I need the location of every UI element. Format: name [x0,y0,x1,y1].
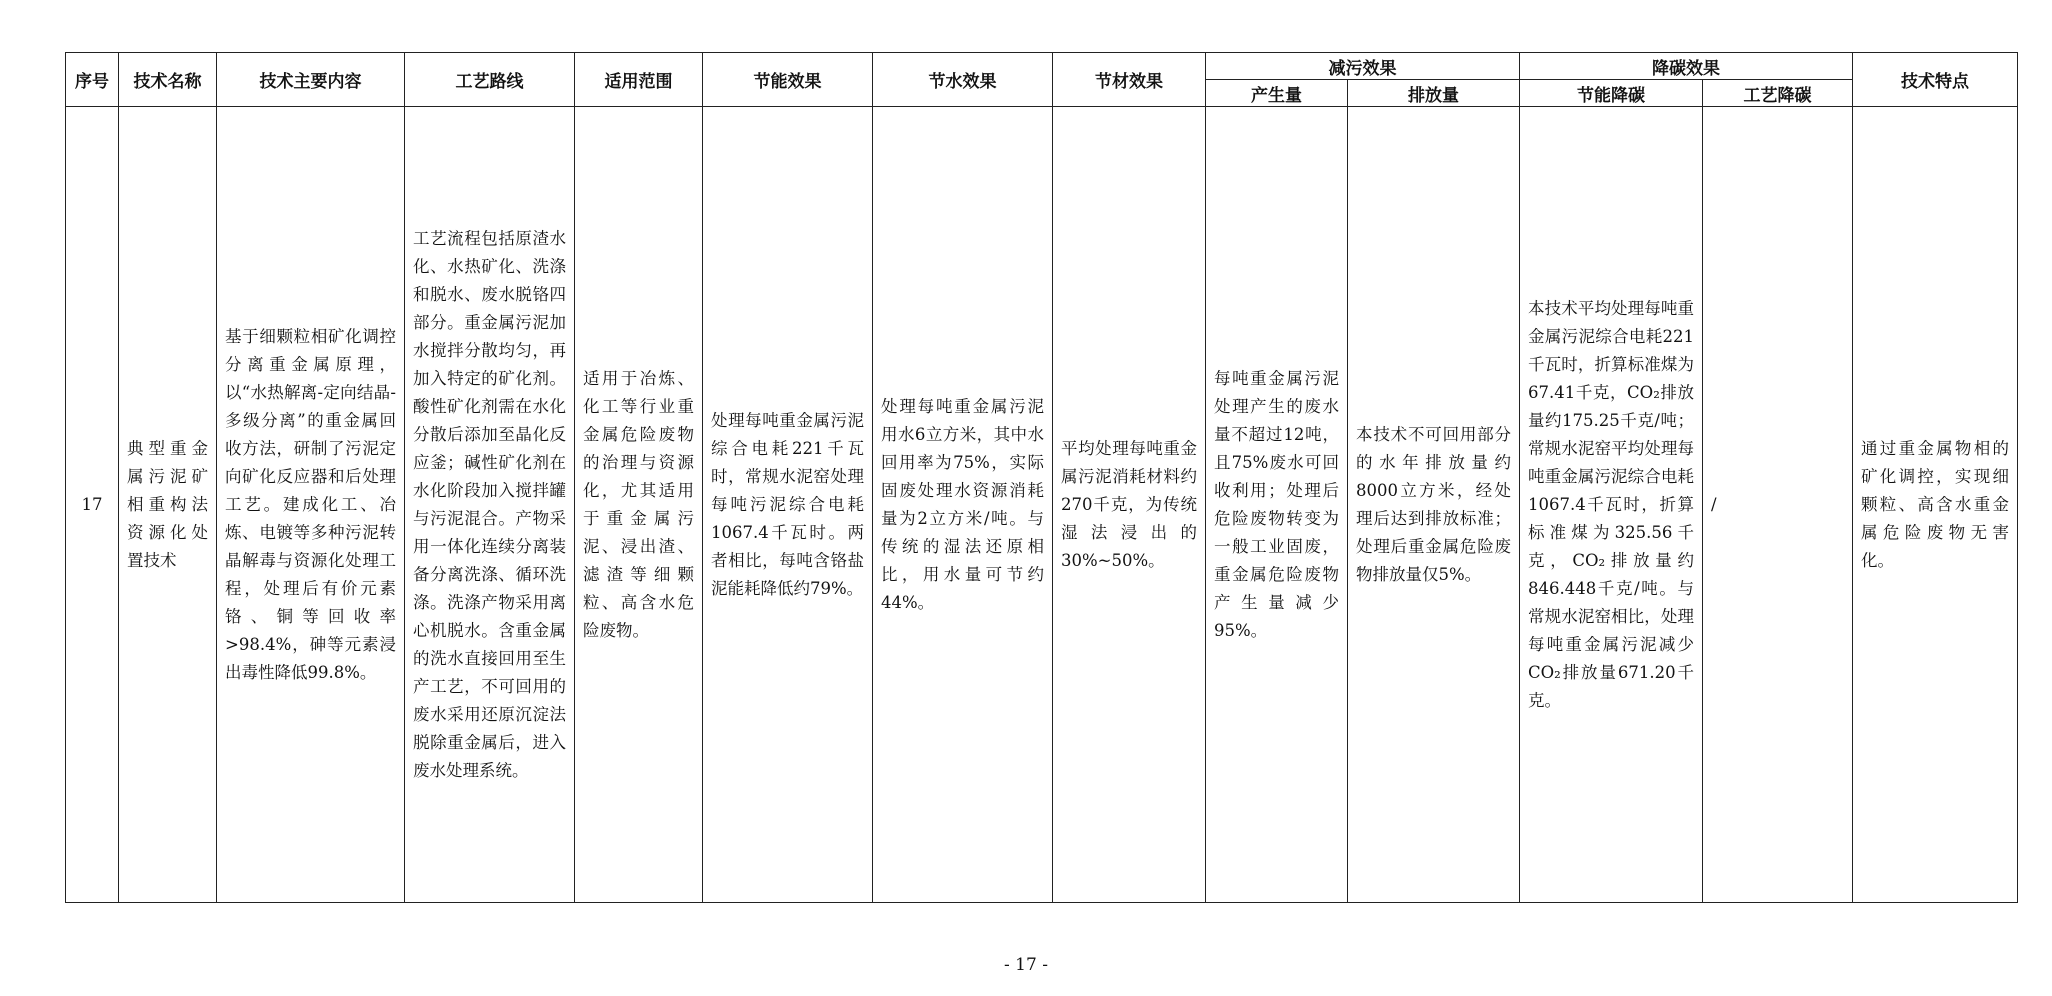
cell-carbon-energy: 本技术平均处理每吨重金属污泥综合电耗221千瓦时，折算标准煤为67.41千克，CO₂排放量约175.25千克/吨；常规水泥窑平均处理每吨重金属污泥综合电耗1067.4千瓦时，折算标准煤为325.56千克，CO₂排放量约846.448千克/吨。与常规水泥窑相比，处理每吨重金属污泥减少CO₂排放量671.20千克。 [1520,107,1703,903]
header-carbon-energy: 节能降碳 [1520,80,1703,107]
header-material: 节材效果 [1053,53,1206,107]
cell-features: 通过重金属物相的矿化调控，实现细颗粒、高含水重金属危险废物无害化。 [1853,107,2018,903]
header-carbon: 降碳效果 [1520,53,1853,80]
cell-tech-name: 典型重金属污泥矿相重构法资源化处置技术 [119,107,217,903]
cell-material: 平均处理每吨重金属污泥消耗材料约270千克，为传统湿法浸出的30%~50%。 [1053,107,1206,903]
cell-energy: 处理每吨重金属污泥综合电耗221千瓦时，常规水泥窑处理每吨污泥综合电耗1067.4千瓦时。两者相比，每吨含铬盐泥能耗降低约79%。 [703,107,873,903]
technology-table [65,52,2018,903]
header-pollution-emission: 排放量 [1348,80,1520,107]
header-features: 技术特点 [1853,53,2018,107]
header-pollution-generated: 产生量 [1206,80,1348,107]
header-carbon-process: 工艺降碳 [1703,80,1853,107]
header-water: 节水效果 [873,53,1053,107]
table-row [66,107,2018,903]
header-scope: 适用范围 [575,53,703,107]
page-number: - 17 - [1004,955,1048,975]
cell-pollution-generated: 每吨重金属污泥处理产生的废水量不超过12吨，且75%废水可回收利用；处理后危险废物转变为一般工业固废，重金属危险废物产生量减少95%。 [1206,107,1348,903]
header-main-content: 技术主要内容 [217,53,405,107]
cell-carbon-process: / [1703,107,1853,903]
header-pollution: 减污效果 [1206,53,1520,80]
technology-table-sheet [65,52,2017,903]
cell-process-route: 工艺流程包括原渣水化、水热矿化、洗涤和脱水、废水脱铬四部分。重金属污泥加水搅拌分散均匀，再加入特定的矿化剂。酸性矿化剂需在水化分散后添加至晶化反应釜；碱性矿化剂在水化阶段加入搅拌罐与污泥混合。产物采用一体化连续分离装备分离洗涤、循环洗涤。洗涤产物采用离心机脱水。含重金属的洗水直接回用至生产工艺，不可回用的废水采用还原沉淀法脱除重金属后，进入废水处理系统。 [405,107,575,903]
header-energy: 节能效果 [703,53,873,107]
cell-water: 处理每吨重金属污泥用水6立方米，其中水回用率为75%，实际固废处理水资源消耗量为2立方米/吨。与传统的湿法还原相比，用水量可节约44%。 [873,107,1053,903]
header-tech-name: 技术名称 [119,53,217,107]
cell-pollution-emission: 本技术不可回用部分的水年排放量约8000立方米，经处理后达到排放标准；处理后重金属危险废物排放量仅5%。 [1348,107,1520,903]
cell-main-content: 基于细颗粒相矿化调控分离重金属原理，以“水热解离-定向结晶-多级分离”的重金属回收方法，研制了污泥定向矿化反应器和后处理工艺。建成化工、冶炼、电镀等多种污泥转晶解毒与资源化处理工程，处理后有价元素铬、铜等回收率>98.4%，砷等元素浸出毒性降低99.8%。 [217,107,405,903]
header-process-route: 工艺路线 [405,53,575,107]
header-seq: 序号 [66,53,119,107]
cell-scope: 适用于冶炼、化工等行业重金属危险废物的治理与资源化，尤其适用于重金属污泥、浸出渣、滤渣等细颗粒、高含水危险废物。 [575,107,703,903]
header-row-1 [66,53,2018,80]
cell-seq: 17 [66,107,119,903]
